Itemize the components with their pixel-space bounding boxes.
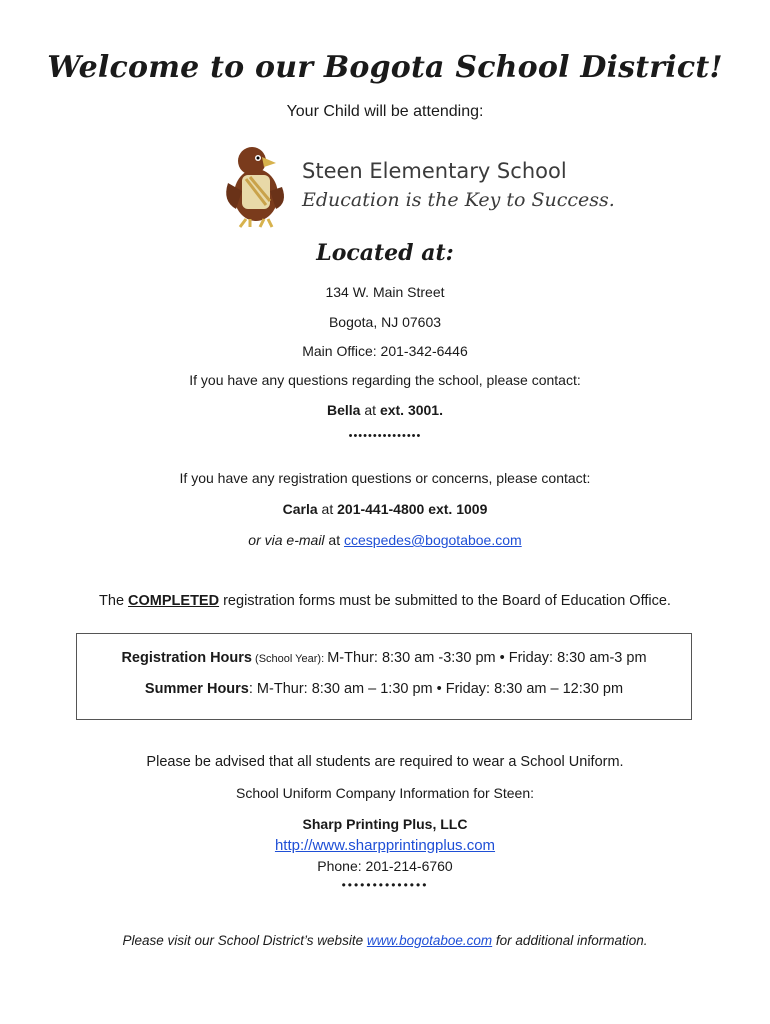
logo-tagline: Education is the Key to Success.: [302, 189, 615, 211]
located-heading: Located at:: [316, 240, 454, 266]
registration-email-link[interactable]: ccespedes@bogotaboe.com: [344, 532, 522, 548]
email-prefix: or via e-mail: [248, 532, 325, 548]
school-contact-ext: ext. 3001.: [379, 402, 443, 418]
logo-school-name: Steen Elementary School: [302, 159, 567, 183]
uniform-phone: Phone: 201-214-6760: [317, 858, 453, 874]
school-contact-name: Bella: [327, 402, 361, 418]
school-logo: [220, 143, 615, 228]
footer-suffix: for additional information.: [492, 933, 648, 948]
district-website-link[interactable]: www.bogotaboe.com: [366, 933, 493, 948]
email-at: at: [324, 532, 345, 548]
uniform-advisory: Please be advised that all students are required to wear a School Uniform.: [146, 754, 624, 770]
main-office-phone: Main Office: 201-342-6446: [302, 343, 468, 359]
school-contact: [0, 402, 770, 418]
attending-subtitle: Your Child will be attending:: [286, 103, 484, 120]
registration-hours-note: (School Year):: [251, 653, 328, 665]
footer-prefix: Please visit our School District’s website: [122, 933, 367, 948]
summer-hours-value: : M-Thur: 8:30 am – 1:30 pm • Friday: 8:30 am – 12:30 pm: [248, 681, 624, 697]
page-title: Welcome to our Bogota School District!: [47, 50, 723, 85]
registration-hours-row: [77, 650, 691, 666]
registration-hours-label: Registration Hours: [121, 650, 252, 666]
school-contact-at: at: [360, 402, 380, 418]
school-question-text: If you have any questions regarding the school, please contact:: [189, 372, 581, 388]
uniform-company-name: Sharp Printing Plus, LLC: [302, 816, 468, 832]
hawk-mascot-icon: [220, 143, 290, 228]
summer-hours-row: [77, 681, 691, 697]
registration-contact-name: Carla: [282, 501, 318, 517]
registration-contact: [0, 501, 770, 517]
registration-hours-value: M-Thur: 8:30 am -3:30 pm • Friday: 8:30 am-3 pm: [327, 650, 647, 666]
city-address: Bogota, NJ 07603: [328, 314, 442, 330]
street-address: 134 W. Main Street: [325, 284, 445, 300]
footer-note: [0, 933, 770, 948]
completed-forms-notice: [0, 593, 770, 609]
uniform-website-row: [0, 837, 770, 854]
summer-hours-label: Summer Hours: [144, 681, 249, 697]
hours-box: [76, 633, 692, 720]
uniform-company-info: School Uniform Company Information for Steen:: [235, 785, 535, 801]
divider-dots: •••••••••••••••: [348, 430, 422, 442]
completed-word: COMPLETED: [128, 593, 220, 609]
registration-contact-at: at: [317, 501, 338, 517]
uniform-website-link[interactable]: http://www.sharpprintingplus.com: [274, 837, 496, 854]
registration-question-text: If you have any registration questions or concerns, please contact:: [179, 470, 591, 486]
completed-suffix: registration forms must be submitted to the Board of Education Office.: [219, 593, 671, 609]
registration-email-line: [0, 532, 770, 548]
divider-dots-bottom: ••••••••••••••: [341, 878, 429, 892]
completed-prefix: The: [99, 593, 129, 609]
registration-contact-phone: 201-441-4800 ext. 1009: [337, 501, 488, 517]
